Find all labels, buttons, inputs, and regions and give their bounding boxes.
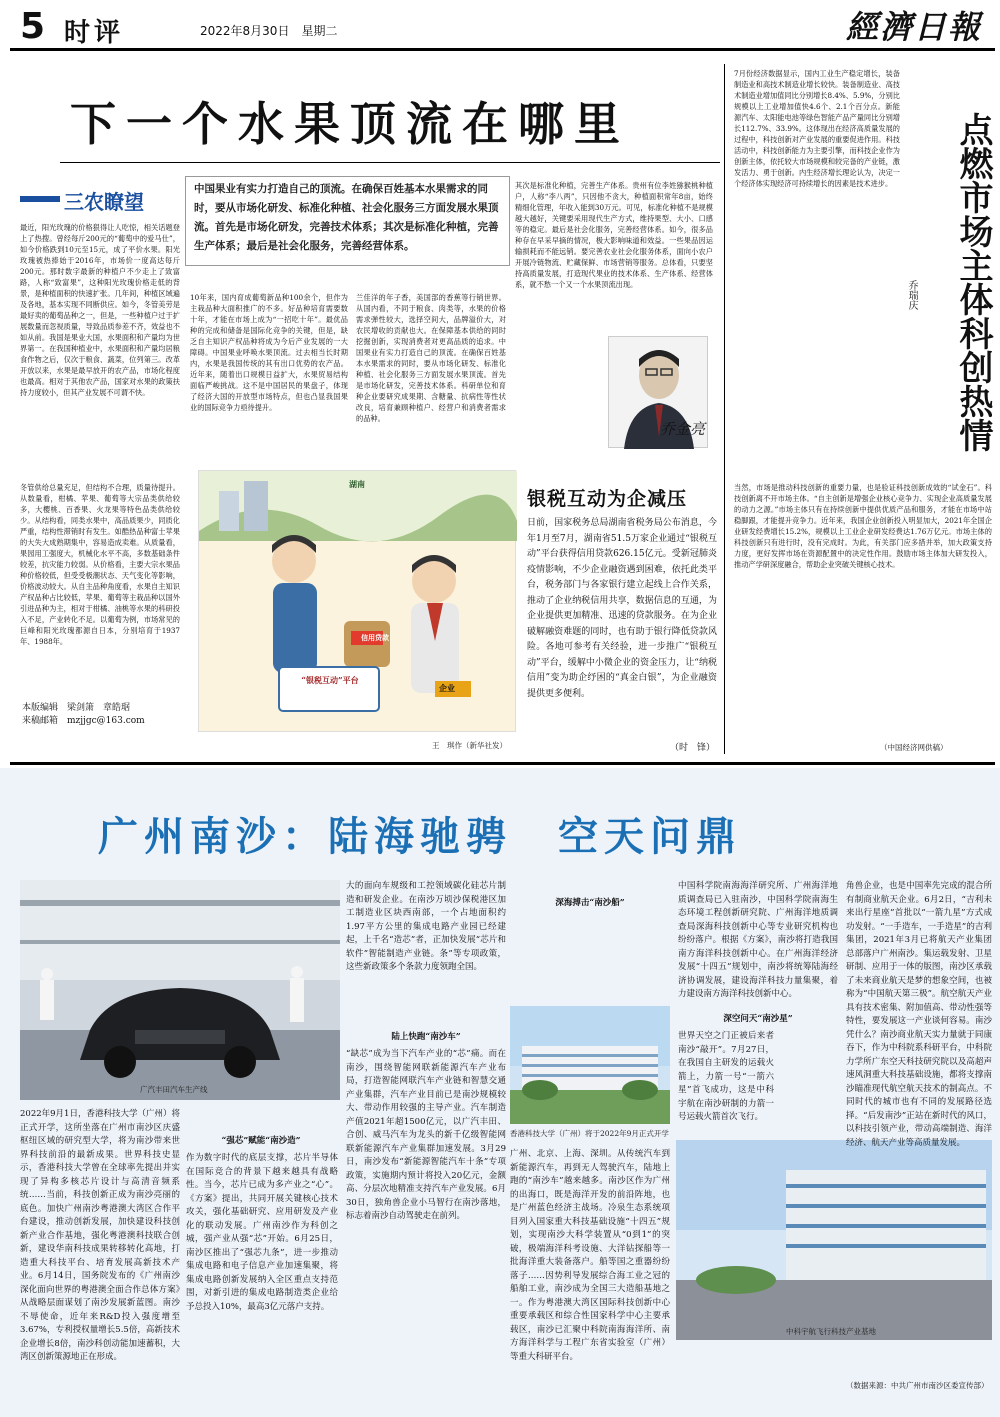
right-column-title: 点燃市场主体科创热情 xyxy=(953,112,993,452)
top-headline: 下一个水果顶流在哪里 xyxy=(70,97,630,151)
page-credits xyxy=(22,702,182,728)
bottom-col-6: 角兽企业，也是中国率先完成的混合所有制商业航天企业。6月2日，“吉利未来出行星座”首批以“一箭九星”方式成功发射。“一手造车，一手造星”的吉利集团，2021年3月已将航天产业集团总部落户广州南沙。集运载发射、卫星研制、应用于一体的版图，南沙区承载了未来商业航天是梦的想象空间，也被称为“中国航天第三极”。航空航天产业具有技术密集、附加值高、带动性强等特性，要发展这一产业谈何容易。南沙凭什么？南沙商业航天实力量就于同康吞下，作为中科院系科研平台，中科院力学所广东空天科技研究院以及高超声速风洞重大科技基础设施，都将支撑南沙瞄准现代航空航天技术的制高点。不同时代的城市也有不同的发展路径选择。“后发南沙”正站在新时代的风口，以科技引领产业，带动高端制造、海洋经济、航天产业等高质量发展。 xyxy=(846,881,992,1148)
aerospace-base-photo xyxy=(676,1140,992,1340)
bottom-col-2b: 作为数字时代的底层支撑，芯片半导体在国际竞合的背景下越来越具有战略性。当今，芯片已成为多产业之“心”。《方案》提出，共同开展关键核心技术攻关，强化基础研究、应用研发及产业化的联动发展。广州南沙作为科创之城，强产业从强“芯”开始。6月25日，南沙区推出了“强芯九条”，进一步推动集成电路和电子信息产业加速集聚，将集成电路创新发展纳入全区重点支持范围，对新引进的集成电路制造类企业给予总投入10%，最高3亿元落户支持。 xyxy=(186,1153,338,1312)
right-column-byline: （中国经济网供稿） xyxy=(880,743,948,752)
car-factory-photo xyxy=(20,880,340,1100)
column-marker xyxy=(20,196,60,202)
bottom-headline: 广州南沙：陆海驰骋 空天问鼎 xyxy=(98,814,742,860)
bottom-col-4: 广州、北京、上海、深圳。从传统汽车到新能源汽车，再到无人驾驶汽车，陆地上跑的“南沙车”越来越多。南沙区作为广州的出海口，既是海洋开发的前沿阵地，也是广州蓝色经济主战场。冷泉生态系统项目列入国家重大科技基础设施“十四五”规划，实现南沙大科学装置从“0到1”的突破，极端海洋科考设施、大洋钻探船等一批海洋重大装备落户。船等国之重器纷纷落子……因势利导发展综合海工业之冠的船舶工业，南沙成为全国三大造船基地之一。作为粤港澳大湾区国际科技创新中心重要承载区和综合性国家科学中心主要承载区，南沙已汇聚中科院南海海洋所、南方海洋科学与工程广东省实验室（广州）等重大科研平台。 xyxy=(510,1149,670,1362)
issue-date: 2022年8月30日 星期二 xyxy=(200,24,338,38)
subhead-chip: “强芯”赋能“南沙造” xyxy=(221,1136,301,1146)
aerospace-photo-caption: 中科宇航飞行科技产业基地 xyxy=(786,1327,876,1336)
right-column-author: 乔瑞庆 xyxy=(906,280,917,310)
bottom-col-5b: 世界天空之门正被后来者南沙“敲开”。7月27日，在我国自主研发的运载火箭上，力箭一号“一箭六星”首飞成功，这是中科宇航在南沙研制的力箭一号运载火箭首次飞行。 xyxy=(678,1031,774,1122)
top-col-1: 最近，阳光玫瑰的价格狠得让人吃惊，相关话题登上了热搜。曾经每斤200元的“葡萄中的爱马仕”，如今价格跌到10元至15元，成了平价水果。阳光玫瑰被热捧始于2016年，市场价一度高达每斤200元。那时数字最新的种植户不少走上了致富路，人称“致富果”，这种阳光玫瑰价格走低的背景，是种植面积的快速扩张。几年间，种植区域遍及各地，基本实现不同断供应。如今，冬管美劳是最好卖的葡萄品种之一，但是，一些种植户过于扩展数量而忽视质量，导致品质参差不齐，效益也不如从前。我国是果业大国，水果面积和产量均为世界第一。在我国种植业中，水果面积和产量均居粮食作物之后，仅次于粮食、蔬菜，位列第三。改革开放以来，水果是最早放开的农产品，市场化程度也最高。相对于其他农产品，国家对水果的政策扶持力度较小，但其产业发展不可谓不快。 xyxy=(20,223,180,397)
email-credit: 来稿邮箱 mzjjgc@163.com xyxy=(22,716,145,726)
bottom-col-4-top xyxy=(510,880,670,894)
cartoon-firm-label: 企业 xyxy=(439,683,455,693)
top-col-3: 兰佳洋的年子香，美国部的香蕉等行销世界。从国内看，不同于粮食、肉类等，水果的价格需求弹性较大，选择空间大，品牌溢价大，对农民增收的贡献也大。在保障基本供给的同时挖掘创新，实现消费者对更高品质的追求。中国果业有实力打造自己的顶流。在确保百姓基本水果需求的同时，要从市场化研发、标准化种植、社会化服务三方面发展水果顶流。首先是市场化研发，完善技术体系。科研单位和育种企业要研究成果期、含糖量、抗病性等性状改良，培育兼顾种植户、经营户和消费者需求的品种。 xyxy=(356,293,506,423)
cartoon-card-label: “银税互动”平台 xyxy=(301,675,359,685)
side-story-body: 日前，国家税务总局湖南省税务局公布消息，今年1月至7月，湖南省51.5万家企业通过“银税互动”平台获得信用贷款626.15亿元。受新冠肺炎疫情影响，不少企业融资遇到困难，依托此类平台，税务部门与各家银行建立起线上合作关系，推动了企业纳税信用共享，数据信息的互通，为企业提供更加精准、迅速的贷款服务。在为企业破解融资难题的同时，也有助于银行降低贷款风险。各地可参考有关经验，进一步推广“银税互动”平台，缓解中小微企业的资金压力，让“纳税信用”变为助企纾困的“真金白银”，为企业融资提供更多便利。 xyxy=(527,518,717,699)
headline-underline xyxy=(60,162,720,163)
bottom-col-1: 2022年9月1日，香港科技大学（广州）将正式开学，这所坐落在广州市南沙区庆盛枢纽区域的研究型大学，将为南沙带来世界科技前沿的最新成果。世界科技史显示，香港科技大学曾在全球率先提出并实现了异构多核芯片设计与高清音频系统……当前，科技创新正成为南沙亮丽的底色。加快广州南沙粤港澳大湾区合作平台建设，推动创新发展，加快建设科技创新产业合作基地，强化粤港澳科技联合创新，建设华南科技成果转移转化高地，打造重大科技平台、培育发展高新技术产业。6月14日，国务院发布的《广州南沙深化面向世界的粤港澳全面合作总体方案》从战略层面谋划了南沙发展新蓝图。南沙不辱使命，近年来R&D投入强度增至3.67%，专利授权量增长5.5倍，高新技术企业增长8倍，南沙科创动能加速蓄积，大湾区创新策源地正在形成。 xyxy=(20,1109,180,1362)
masthead xyxy=(0,0,1000,48)
section-name: 时评 xyxy=(64,18,125,48)
university-caption: 香港科技大学（广州）将于2022年9月正式开学 xyxy=(510,1129,669,1138)
subhead-ship: 深海搏击“南沙船” xyxy=(555,898,625,908)
bottom-data-source: （数据来源：中共广州市南沙区委宣传部） xyxy=(846,1381,989,1390)
lead-text: 中国果业有实力打造自己的顶流。在确保百姓基本水果需求的同时，要从市场化研发、标准化种植、社会化服务三方面发展水果顶流。首先是市场化研发，完善技术体系；其次是标准化种植，完善生产体系；最后是社会化服务，完善经营体系。 xyxy=(194,183,499,252)
side-story-title: 银税互动为企减压 xyxy=(527,488,688,510)
top-col-1b: 冬管供给总量充足，但结构不合理，质量待提升。从数量看，柑橘、苹果、葡萄等大宗品类供给较多，大樱桃、百香果、火龙果等特色品类供给较少。从结构看，同类水果中，高品质果少，同质化严重，结构性滞销时有发生。如酷热品种富士苹果的大失大成熟期集中，容易造成卖难。从质量看，果园用工强度大，机械化水平不高，多数基础条件较差，抗灾能力较弱。从价格看，主要大宗水果品种价格较低，但受受极潮状态、天气变化等影响，价格波动较大。从自主品种角度看，水果自主知识产权品种占比较低，苹果、葡萄等主栽品种以国外引进品种为主，相对于柑橘、油桃等水果的科研投入不足，产业转化不足。以葡萄为例，市场常见的巨峰和阳光玫瑰都源自日本，分别培育于1937年、1988年。 xyxy=(20,483,180,646)
section-divider xyxy=(10,762,995,765)
cartoon-illustration xyxy=(198,470,516,732)
author-signature: 乔金亮 xyxy=(660,420,706,438)
bottom-col-3: “缺芯”成为当下汽车产业的“芯”痛。而在南沙，围绕智能网联新能源汽车产业布局，打造智能网联汽车产业链和智慧交通产业集群，汽车产业目前已是南沙规模较大、带动作用较强的主导产业。汽车制造产值2021年超1500亿元，以广汽丰田、合创、威马汽车为龙头的新千亿级智能网联新能源汽车产业集群加速发展。3月29日，南沙发布“新能源智能汽车十条”专项政策，实施期内预计将投入20亿元，金额高、分层次地精准支持汽车产业发展。6月30日，独角兽企业小马智行在南沙落地，标志着南沙自动驾驶走在前列。 xyxy=(346,1049,506,1221)
masthead-rule xyxy=(10,48,995,51)
right-column-body: 7月份经济数据显示，国内工业生产稳定增长，装备制造业和高技术制造业增长较快。装备制造业、高技术制造业增加值同比分别增长8.4%、5.9%，分别比规模以上工业增加值快4.6个、2.1个百分点。新能源汽车、太阳能电池等绿色智能产品产量同比分别增长112.7%、33.9%。这体现出在经济高质量发展的过程中，科技创新对产业发展的重要促进作用。科技活动中，科技创新能力为主要引擎，而科技企业作为创新主体，依托较大市场规模和较完备的产业链，激发活力、勇于创新。内生经济增长理论认为，决定一个经济体实现经济可持续增长的因素是技术进步。 xyxy=(734,69,900,188)
cartoon-caption: 王 琪作（新华社发） xyxy=(432,741,507,750)
cartoon-region-label: 湖南 xyxy=(349,479,365,489)
right-column-body-2: 当然，市场是推动科技创新的重要力量，也是验证科技创新成效的“试金石”。科技创新离不开市场主体。“自主创新是增强企业核心竞争力、实现企业高质量发展的动力之源。”市场主体只有在持续创新中提供优质产品和服务，才能在市场中站稳脚跟，才能提升竞争力。近年来，我国企业创新投入明显加大，2021年全国企业研发经费增长15.2%，规模以上工业企业研发经费达1.76万亿元。市场主体的科技创新只有进行时，没有完成时。为此，有关部门应多措并举，加大政策支持力度，更好发挥市场在资源配置中的决定性作用。鼓励市场主体加大研发投入，推动产学研深度融合，帮助企业突破关键核心技术。 xyxy=(734,483,992,569)
car-photo-caption: 广汽丰田汽车生产线 xyxy=(140,1085,208,1094)
subhead-car: 陆上快跑“南沙车” xyxy=(391,1032,461,1042)
top-col-2: 10年来，国内育成葡萄新品种100余个，但作为主栽品种大面积推广的不多。好品种培育需要数十年，才能在市场上成为“一招吃十年”。最优品种的完成和储备是国际化竞争的关键，但是，缺乏自主知识产权品种将成为今后产业发展的一大障碍。中国果业呼唤水果顶流。过去相当长时期内，水果是我国传统的其有出口优势的农产品。近年来，随着出口规模日益扩大，水果贸易结构面临严峻挑战。这不是中国居民的果盘子，体现了经济大国的开放型市场特点，但也凸显我国果业的国际竞争力亟待提升。 xyxy=(190,293,348,412)
university-photo xyxy=(510,1006,670,1124)
top-col-4: 其次是标准化种植，完善生产体系。贵州有位李姓猕猴桃种植户，人称“李八两”，只因他不贪大，种植面积常年8亩，始终精细化管理，年收入能到30万元。可见，标准化种植不是规模越大越好，关键要采用现代生产方式，维持果型、大小、口感等的稳定。最后是社会化服务，完善经营体系。如今，很多品种存在早采早摘的情况，极大影响味道和效益。一些果品因运输损耗而不能远销。要完善农业社会化服务体系，面向小农户开展冷链物流、贮藏保鲜、市场营销等服务。总体看，只要坚持高质量发展，打造现代果业的技术体系、生产体系、经营体系，就不愁一个又一个水果顶流出现。 xyxy=(515,181,713,289)
side-story-byline: （时 锋） xyxy=(670,743,716,753)
subhead-space: 深空问天“南沙星” xyxy=(723,1014,793,1024)
newspaper-logo: 經濟日報 xyxy=(845,8,982,46)
right-column-divider xyxy=(724,64,725,754)
bottom-col-5: 中国科学院南海海洋研究所、广州海洋地质调查局已入驻南沙，中国科学院南海生态环境工程创新研究院、广州海洋地质调查局深海科技创新中心等专业研究机构也纷纷落户。根据《方案》，南沙将打造我国南方海洋科技创新中心。在广州海洋经济发展“十四五”规划中，南沙将统筹陆海经济协调发展，建设海洋科技力量集聚，着力建设南方海洋科技创新中心。 xyxy=(678,881,838,999)
bottom-col-2: 大的面向车规级和工控领域碳化硅芯片制造和研发企业。在南沙万顷沙保税港区加工制造业区块西南部，一个占地面积约1.97平方公里的集成电路产业园已经建起，上千名“造芯”者，正加快发展“芯片和软件”智能制造产业链。条”等专项政策，这些新政策多个条款力度领跑全国。 xyxy=(346,881,506,972)
editor-credit: 本版编辑 梁剑箫 章皓琚 xyxy=(22,703,131,713)
cartoon-bag-label: 信用贷款 xyxy=(361,633,389,642)
column-name: 三农瞭望 xyxy=(64,190,144,214)
page-number: 5 xyxy=(20,6,46,47)
